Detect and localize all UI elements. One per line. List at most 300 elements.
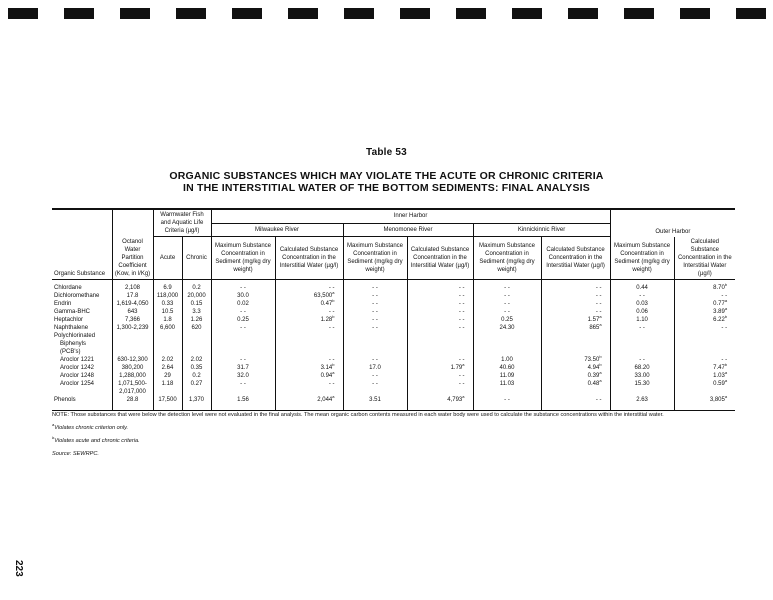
footnote-marker: a — [332, 393, 335, 399]
cell-men-calc — [407, 372, 473, 380]
cell-value: 32.0 — [237, 372, 249, 379]
cell-value: 15.30 — [634, 380, 650, 387]
page-number: 223 — [13, 560, 24, 577]
cell-value: 6.9 — [163, 284, 172, 291]
cell-chronic — [182, 300, 211, 308]
cell-men-calc — [407, 332, 473, 340]
table-row — [52, 308, 735, 316]
cell-acute — [153, 279, 182, 292]
cell-value: 31.7 — [237, 364, 249, 371]
cell-chronic — [182, 279, 211, 292]
cell-value: - - — [595, 300, 602, 307]
table-row — [52, 300, 735, 308]
cell-acute — [153, 388, 182, 396]
footnote-b-text: Violates acute and chronic criteria. — [54, 438, 140, 444]
cell-mil-max — [211, 316, 275, 324]
cell-value: 630-12,300 — [117, 356, 148, 363]
footnote-marker: b — [332, 313, 335, 319]
cell-name — [52, 340, 112, 348]
cell-value: 28.8 — [126, 396, 139, 403]
cell-mil-max — [211, 356, 275, 364]
cell-value: - - — [504, 308, 510, 315]
cell-out-max — [610, 348, 674, 356]
cell-name — [52, 348, 112, 356]
cell-kin-calc — [541, 292, 610, 300]
cell-value: - - — [458, 300, 465, 307]
cell-value: - - — [328, 284, 335, 291]
cell-value: 0.35 — [190, 364, 203, 371]
cell-value: 0.77 — [713, 300, 725, 307]
cell-value: Heptachlor — [54, 316, 84, 323]
table-row — [52, 324, 735, 332]
cell-value: 3.3 — [192, 308, 201, 315]
cell-value: 1,370 — [188, 396, 204, 403]
cell-value: 865 — [589, 324, 600, 331]
cell-mil-calc — [275, 313, 343, 324]
table-title-line2: IN THE INTERSTITIAL WATER OF THE BOTTOM SEDIMENTS: FINAL ANALYSIS — [183, 182, 590, 194]
cell-kow — [112, 324, 153, 332]
cell-value: - - — [458, 292, 465, 299]
cell-value: - - — [504, 396, 510, 403]
cell-kow — [112, 348, 153, 356]
cell-value: 3,805 — [709, 396, 725, 403]
header-mil-max: Maximum Substance Concentration in Sediment (mg/kg dry weight) — [211, 237, 275, 280]
cell-value: (PCB's) — [60, 348, 81, 355]
header-kinnickinnic: Kinnickinnic River — [473, 223, 610, 236]
cell-chronic — [182, 292, 211, 300]
footnote-b-marker: b — [52, 435, 55, 441]
cell-name — [52, 388, 112, 396]
cell-men-max — [343, 356, 407, 364]
cell-value: - - — [372, 372, 378, 379]
cell-kin-max — [473, 396, 541, 411]
cell-men-calc — [407, 348, 473, 356]
cell-mil-calc — [275, 297, 343, 308]
cell-mil-calc — [275, 332, 343, 340]
cell-value: 1.18 — [161, 380, 174, 387]
cell-kin-max — [473, 316, 541, 324]
cell-value: 20,000 — [187, 292, 206, 299]
cell-mil-calc — [275, 340, 343, 348]
cell-value: - - — [595, 292, 602, 299]
cell-value: - - — [504, 292, 510, 299]
cell-kow — [112, 316, 153, 324]
cell-value: 7.47 — [713, 364, 725, 371]
cell-value: Gamma-BHC — [54, 308, 91, 315]
cell-value: 2,017,000 — [119, 388, 146, 395]
footnote-marker: a — [332, 369, 335, 375]
cell-value: 24.30 — [499, 324, 515, 331]
cell-mil-max — [211, 396, 275, 411]
footnote-marker: a — [724, 369, 728, 375]
cell-mil-calc — [275, 324, 343, 332]
footnote-marker: a — [724, 305, 728, 311]
cell-name — [52, 300, 112, 308]
cell-value: - - — [458, 380, 465, 387]
cell-kin-calc — [541, 388, 610, 396]
footnote-a-marker: a — [52, 422, 55, 428]
cell-out-calc — [674, 313, 735, 324]
header-out-calc: Calculated Substance Concentration in the Interstitial Water (µg/l) — [674, 237, 735, 280]
cell-value: - - — [372, 292, 378, 299]
cell-out-calc — [674, 393, 735, 411]
cell-mil-max — [211, 308, 275, 316]
cell-acute — [153, 324, 182, 332]
cell-value: 1.79 — [450, 364, 463, 371]
cell-value: 1,071,500- — [118, 380, 147, 387]
footnote-marker: a — [462, 361, 465, 367]
cell-value: 0.15 — [190, 300, 203, 307]
cell-mil-max — [211, 380, 275, 388]
table-body — [52, 279, 735, 410]
cell-acute — [153, 292, 182, 300]
cell-value: Phenols — [54, 396, 76, 403]
cell-chronic — [182, 396, 211, 411]
cell-acute — [153, 308, 182, 316]
cell-value: Aroclor 1242 — [60, 364, 95, 371]
footnote-marker: a — [724, 297, 728, 303]
cell-value: 3.89 — [713, 308, 725, 315]
cell-value: 1.28 — [320, 316, 333, 323]
cell-mil-max — [211, 372, 275, 380]
cell-acute — [153, 348, 182, 356]
cell-value: - - — [458, 372, 465, 379]
cell-kin-max — [473, 332, 541, 340]
cell-value: - - — [372, 308, 378, 315]
cell-kin-max — [473, 300, 541, 308]
cell-value: 11.09 — [499, 372, 515, 379]
cell-kin-max — [473, 372, 541, 380]
cell-value: 1.00 — [501, 356, 513, 363]
cell-kin-max — [473, 324, 541, 332]
cell-name — [52, 372, 112, 380]
footnote-b — [52, 435, 742, 445]
header-men-max: Maximum Substance Concentration in Sediment (mg/kg dry weight) — [343, 237, 407, 280]
cell-out-max — [610, 292, 674, 300]
cell-acute — [153, 396, 182, 411]
cell-value: 29 — [164, 372, 171, 379]
cell-value: Biphenyls — [60, 340, 87, 347]
cell-out-max — [610, 279, 674, 292]
cell-name — [52, 396, 112, 411]
cell-kin-max — [473, 340, 541, 348]
header-octanol: Octanol Water Partition Coefficient (Kow, in l/Kg) — [112, 209, 153, 279]
cell-men-max — [343, 388, 407, 396]
cell-acute — [153, 364, 182, 372]
cell-value: 1,300-2,239 — [116, 324, 149, 331]
cell-out-max — [610, 324, 674, 332]
table-row — [52, 396, 735, 411]
footnote-a — [52, 422, 742, 432]
cell-men-calc — [407, 292, 473, 300]
cell-mil-calc — [275, 393, 343, 411]
cell-value: - - — [372, 324, 378, 331]
cell-value: 6.22 — [713, 316, 725, 323]
cell-value: - - — [504, 284, 510, 291]
cell-value: - - — [372, 380, 378, 387]
cell-men-calc — [407, 380, 473, 388]
cell-value: 2.02 — [190, 356, 203, 363]
cell-kow — [112, 340, 153, 348]
cell-mil-max — [211, 292, 275, 300]
cell-men-max — [343, 396, 407, 411]
cell-value: 0.44 — [636, 284, 648, 291]
cell-value: Dichloromethane — [54, 292, 100, 299]
cell-acute — [153, 300, 182, 308]
cell-out-max — [610, 340, 674, 348]
cell-value: - - — [328, 356, 335, 363]
cell-kin-calc — [541, 340, 610, 348]
cell-men-max — [343, 292, 407, 300]
table-row — [52, 364, 735, 372]
cell-kow — [112, 292, 153, 300]
cell-value: 33.00 — [634, 372, 650, 379]
cell-mil-max — [211, 324, 275, 332]
cell-men-calc — [407, 308, 473, 316]
cell-value: 1.10 — [636, 316, 648, 323]
cell-value: Aroclor 1254 — [60, 380, 95, 387]
cell-value: 1,619-4,050 — [116, 300, 149, 307]
cell-kin-calc — [541, 300, 610, 308]
cell-value: 0.47 — [320, 300, 333, 307]
header-warmwater: Warmwater Fish and Aquatic Life Criteria (µg/l) — [153, 209, 211, 237]
cell-value: - - — [721, 292, 728, 299]
cell-mil-calc — [275, 369, 343, 380]
footnote-marker: b — [599, 353, 602, 359]
cell-value: Endrin — [54, 300, 72, 307]
table-row — [52, 380, 735, 388]
cell-kin-max — [473, 364, 541, 372]
cell-kow — [112, 380, 153, 388]
table-note: NOTE: Those substances that were below the detection level were not evaluated in the final analysis. The mean organic carbon contents measured in each water body were used to calculate the substance concentrations within the interstitial water. — [52, 412, 664, 418]
cell-men-calc — [407, 393, 473, 411]
cell-out-max — [610, 332, 674, 340]
cell-kow — [112, 396, 153, 411]
cell-value: - - — [458, 284, 465, 291]
cell-name — [52, 292, 112, 300]
cell-value: 17.0 — [369, 364, 381, 371]
cell-value: 2,044 — [317, 396, 333, 403]
cell-value: 643 — [127, 308, 138, 315]
header-milwaukee: Milwaukee River — [211, 223, 343, 236]
cell-value: - - — [721, 356, 728, 363]
cell-men-max — [343, 380, 407, 388]
cell-value: 73.50 — [584, 356, 600, 363]
cell-out-max — [610, 380, 674, 388]
cell-mil-calc — [275, 380, 343, 388]
cell-acute — [153, 332, 182, 340]
cell-men-max — [343, 340, 407, 348]
cell-value: 0.27 — [190, 380, 203, 387]
header-outer-harbor: Outer Harbor — [610, 209, 735, 237]
cell-value: 2.02 — [161, 356, 174, 363]
cell-value: - - — [328, 308, 335, 315]
cell-chronic — [182, 388, 211, 396]
table-row — [52, 279, 735, 292]
cell-value: 6,600 — [159, 324, 175, 331]
cell-value: 0.06 — [636, 308, 648, 315]
cell-out-calc — [674, 340, 735, 348]
table-number: Table 53 — [366, 147, 407, 158]
cell-mil-max — [211, 388, 275, 396]
cell-chronic — [182, 356, 211, 364]
cell-acute — [153, 316, 182, 324]
cell-value: 63,500 — [313, 292, 333, 299]
cell-out-max — [610, 372, 674, 380]
cell-mil-max — [211, 364, 275, 372]
cell-value: 0.2 — [192, 284, 201, 291]
header-kin-max: Maximum Substance Concentration in Sediment (mg/kg dry weight) — [473, 237, 541, 280]
cell-value: 0.94 — [320, 372, 333, 379]
source-note: Source: SEWRPC. — [52, 451, 99, 457]
cell-value: Polychlorinated — [54, 332, 96, 339]
cell-value: 0.2 — [192, 372, 201, 379]
cell-men-calc — [407, 300, 473, 308]
cell-value: 1.56 — [237, 396, 249, 403]
cell-value: - - — [639, 292, 645, 299]
footnote-a-text: Violates chronic criterion only. — [54, 425, 129, 431]
cell-value: 3.14 — [320, 364, 333, 371]
table-title-line1: ORGANIC SUBSTANCES WHICH MAY VIOLATE THE ACUTE OR CHRONIC CRITERIA — [169, 170, 604, 182]
cell-value: 10.5 — [161, 308, 174, 315]
header-men-calc: Calculated Substance Concentration in the Interstitial Water (µg/l) — [407, 237, 473, 280]
cell-value: 2,108 — [124, 284, 140, 291]
footnote-marker: a — [599, 377, 602, 383]
cell-name — [52, 316, 112, 324]
cell-name — [52, 380, 112, 388]
footnote-marker: a — [332, 289, 335, 295]
cell-value: 0.03 — [636, 300, 648, 307]
cell-men-calc — [407, 340, 473, 348]
cell-chronic — [182, 340, 211, 348]
cell-kow — [112, 356, 153, 364]
cell-value: 1,288,000 — [119, 372, 146, 379]
cell-out-max — [610, 388, 674, 396]
cell-value: - - — [595, 396, 602, 403]
cell-value: - - — [328, 324, 335, 331]
cell-acute — [153, 372, 182, 380]
table-row — [52, 316, 735, 324]
cell-kow — [112, 332, 153, 340]
cell-out-max — [610, 316, 674, 324]
cell-men-max — [343, 372, 407, 380]
cell-value: - - — [372, 300, 378, 307]
header-inner-harbor: Inner Harbor — [211, 209, 610, 223]
cell-value: - - — [721, 324, 728, 331]
cell-men-calc — [407, 279, 473, 292]
header-menomonee: Menomonee River — [343, 223, 473, 236]
cell-chronic — [182, 348, 211, 356]
footnote-marker: b — [724, 313, 728, 319]
footnote-marker: a — [599, 321, 602, 327]
table-row — [52, 332, 735, 340]
cell-value: - - — [240, 380, 246, 387]
cell-value: 0.33 — [161, 300, 174, 307]
cell-value: 4,793 — [447, 396, 463, 403]
table-row — [52, 372, 735, 380]
cell-kin-max — [473, 348, 541, 356]
footnote-marker: b — [724, 361, 728, 367]
cell-out-max — [610, 396, 674, 411]
cell-men-max — [343, 308, 407, 316]
cell-out-max — [610, 364, 674, 372]
cell-out-calc — [674, 348, 735, 356]
cell-value: 7,366 — [124, 316, 140, 323]
cell-value: - - — [328, 380, 335, 387]
cell-value: 11.03 — [499, 380, 515, 387]
cell-value: 1.26 — [190, 316, 203, 323]
cell-value: 380,200 — [121, 364, 144, 371]
cell-value: 68.20 — [634, 364, 650, 371]
cell-value: Aroclor 1248 — [60, 372, 95, 379]
cell-men-max — [343, 324, 407, 332]
cell-kin-calc — [541, 377, 610, 388]
cell-chronic — [182, 372, 211, 380]
cell-value: - - — [639, 324, 645, 331]
cell-chronic — [182, 380, 211, 388]
cell-value: 1.03 — [713, 372, 725, 379]
cell-name — [52, 364, 112, 372]
cell-value: 620 — [191, 324, 202, 331]
table-row — [52, 356, 735, 364]
cell-kin-max — [473, 279, 541, 292]
cell-acute — [153, 340, 182, 348]
cell-value: 0.48 — [587, 380, 600, 387]
cell-name — [52, 332, 112, 340]
cell-value: - - — [595, 284, 602, 291]
data-table — [52, 208, 735, 411]
cell-value: 17.8 — [126, 292, 139, 299]
cell-chronic — [182, 364, 211, 372]
footnote-marker: a — [599, 313, 602, 319]
cell-mil-max — [211, 340, 275, 348]
cell-men-max — [343, 348, 407, 356]
cell-kin-max — [473, 308, 541, 316]
cell-kow — [112, 279, 153, 292]
cell-chronic — [182, 324, 211, 332]
cell-value: 17,500 — [158, 396, 177, 403]
cell-value: - - — [458, 356, 465, 363]
cell-value: - - — [240, 356, 246, 363]
cell-mil-calc — [275, 348, 343, 356]
cell-men-calc — [407, 361, 473, 372]
cell-men-max — [343, 300, 407, 308]
cell-value: - - — [458, 308, 465, 315]
cell-value: 4.94 — [587, 364, 600, 371]
cell-kow — [112, 364, 153, 372]
cell-kin-calc — [541, 396, 610, 411]
cell-kin-max — [473, 356, 541, 364]
cell-mil-max — [211, 279, 275, 292]
cell-name — [52, 324, 112, 332]
cell-value: - - — [504, 300, 510, 307]
footnote-marker: b — [599, 361, 602, 367]
cell-value: 1.57 — [587, 316, 600, 323]
header-acute: Acute — [153, 237, 182, 280]
cell-kin-max — [473, 292, 541, 300]
cell-name — [52, 356, 112, 364]
footnote-marker: a — [599, 369, 602, 375]
cell-chronic — [182, 308, 211, 316]
cell-acute — [153, 380, 182, 388]
cell-value: - - — [458, 316, 465, 323]
table-row — [52, 340, 735, 348]
cell-kin-max — [473, 380, 541, 388]
cell-value: - - — [240, 324, 246, 331]
cell-value: 0.39 — [587, 372, 600, 379]
cell-out-max — [610, 300, 674, 308]
cell-value: Chlordane — [54, 284, 82, 291]
